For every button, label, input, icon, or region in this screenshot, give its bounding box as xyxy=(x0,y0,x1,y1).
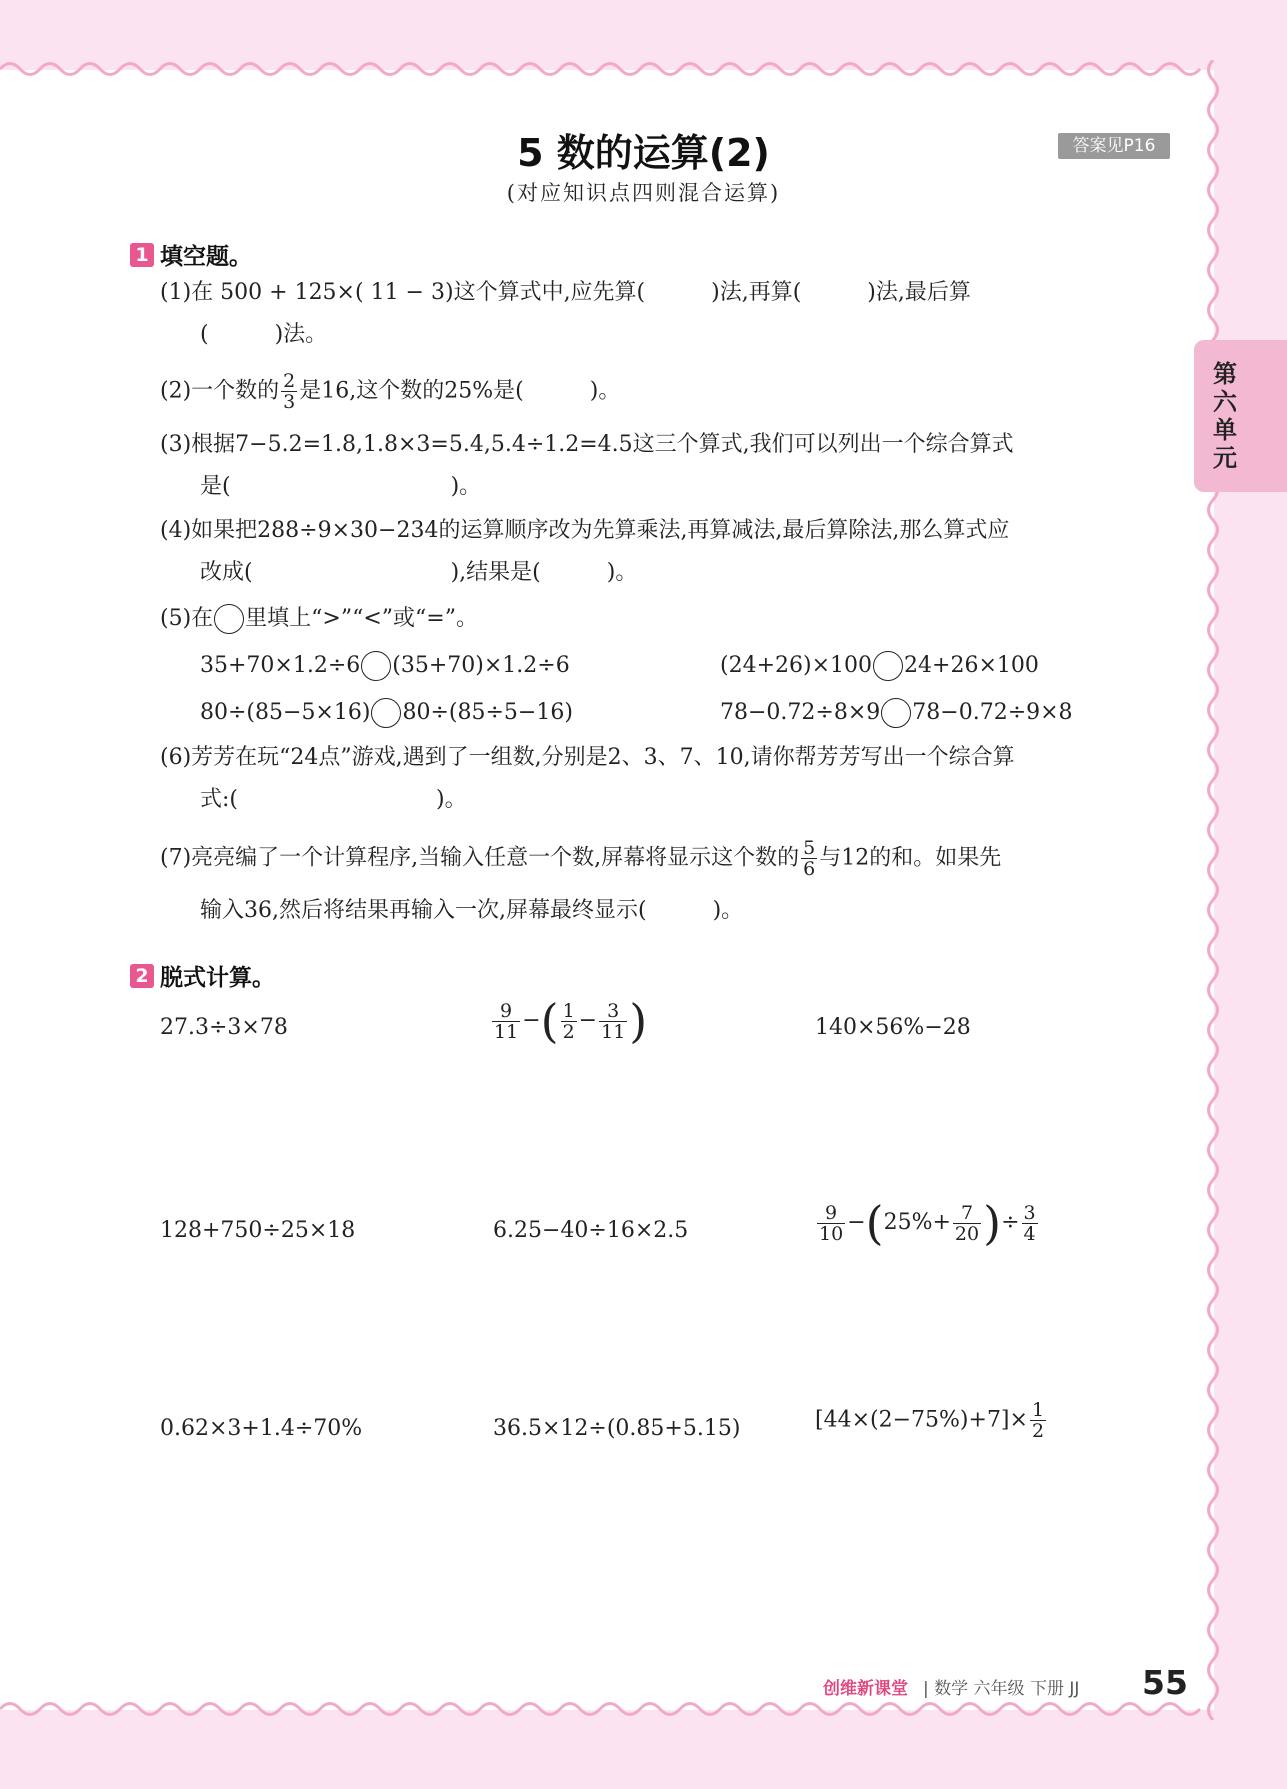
calc-5: 6.25−40÷16×2.5 xyxy=(493,1218,689,1243)
footer-brand: 创维新课堂 xyxy=(823,1679,908,1699)
question-4-line1: (4)如果把288÷9×30−234的运算顺序改为先算乘法,再算减法,最后算除法,那么算式应 xyxy=(160,518,1010,543)
question-7-line2: 输入36,然后将结果再输入一次,屏幕最终显示( )。 xyxy=(200,898,744,923)
answer-reference-badge: 答案见P16 xyxy=(1058,133,1170,159)
question-6-line2: 式:( )。 xyxy=(200,787,467,812)
calc-3: 140×56%−28 xyxy=(815,1015,971,1040)
footer-book-info: | 数学 六年级 下册 JJ xyxy=(923,1679,1080,1699)
question-6-line1: (6)芳芳在玩“24点”游戏,遇到了一组数,分别是2、3、7、10,请你帮芳芳写出一个综合算 xyxy=(160,745,1015,770)
calc-1: 27.3÷3×78 xyxy=(160,1015,288,1040)
section-1-heading xyxy=(130,238,252,271)
calc-2: $\frac{9}{11}$ −( $\frac{1}{2}$ − $\frac{3}{11}$ ) xyxy=(494,994,648,1048)
compare-row-d: 78−0.72÷8×9 78−0.72÷9×8 xyxy=(720,697,1073,729)
calc-6: $\frac{9}{10}$ −(25%+ $\frac{7}{20}$ )÷ $\frac{3}{4}$ xyxy=(819,1196,1036,1250)
question-1-line1: (1)在 500 + 125×( 11 − 3)这个算式中,应先算( )法,再算( )法,最后算 xyxy=(160,280,971,305)
compare-circle[interactable] xyxy=(371,698,401,728)
question-7-line1: (7)亮亮编了一个计算程序,当输入任意一个数,屏幕将显示这个数的 $\frac{5}{6}$ 与12的和。如果先 xyxy=(160,837,1002,880)
fraction-five-sixths: $\frac{5}{6}$ xyxy=(803,837,816,880)
page-sheet xyxy=(0,70,1214,1710)
question-4-line2: 改成( ),结果是( )。 xyxy=(200,560,638,585)
compare-row-c: 80÷(85−5×16) 80÷(85÷5−16) xyxy=(200,697,573,729)
page-title: 5 数的运算(2) xyxy=(517,131,770,175)
page-number: 55 xyxy=(1142,1663,1188,1702)
wavy-border-bottom xyxy=(0,1696,1214,1722)
question-5-intro: (5)在 里填上“>”“<”或“=”。 xyxy=(160,603,478,635)
wavy-border-right xyxy=(1202,60,1224,1720)
question-2-suffix: 是16,这个数的25%是( )。 xyxy=(299,378,621,404)
calc-9: [44×(2−75%)+7]× $\frac{1}{2}$ xyxy=(815,1399,1045,1442)
calc-7: 0.62×3+1.4÷70% xyxy=(160,1416,363,1441)
calc-8: 36.5×12÷(0.85+5.15) xyxy=(493,1416,741,1441)
blank-circle xyxy=(214,604,244,634)
question-3-line1: (3)根据7−5.2=1.8,1.8×3=5.4,5.4÷1.2=4.5这三个算式,我们可以列出一个综合算式 xyxy=(160,432,1014,457)
compare-circle[interactable] xyxy=(881,698,911,728)
unit-side-tab xyxy=(1194,340,1287,492)
question-3-line2: 是( )。 xyxy=(200,474,482,499)
unit-side-tab-label: 第六单元 xyxy=(1213,360,1237,472)
section-2-heading xyxy=(130,959,275,992)
calc-4: 128+750÷25×18 xyxy=(160,1218,356,1243)
compare-circle[interactable] xyxy=(361,651,391,681)
section-1-title: 填空题。 xyxy=(160,244,252,270)
fraction-two-thirds: $\frac{2}{3}$ xyxy=(283,370,296,413)
page-subtitle: (对应知识点四则混合运算) xyxy=(506,181,781,205)
question-2 xyxy=(160,371,620,412)
compare-row-a: 35+70×1.2÷6 (35+70)×1.2÷6 xyxy=(200,650,570,682)
compare-row-b: (24+26)×100 24+26×100 xyxy=(720,650,1039,682)
section-2-title: 脱式计算。 xyxy=(160,965,275,991)
wavy-border-top xyxy=(0,56,1214,82)
question-2-prefix: (2)一个数的 xyxy=(160,378,280,404)
section-2-number: 2 xyxy=(130,964,154,988)
question-1-line2: ( )法。 xyxy=(200,322,328,347)
section-1-number: 1 xyxy=(130,243,154,267)
compare-circle[interactable] xyxy=(873,651,903,681)
